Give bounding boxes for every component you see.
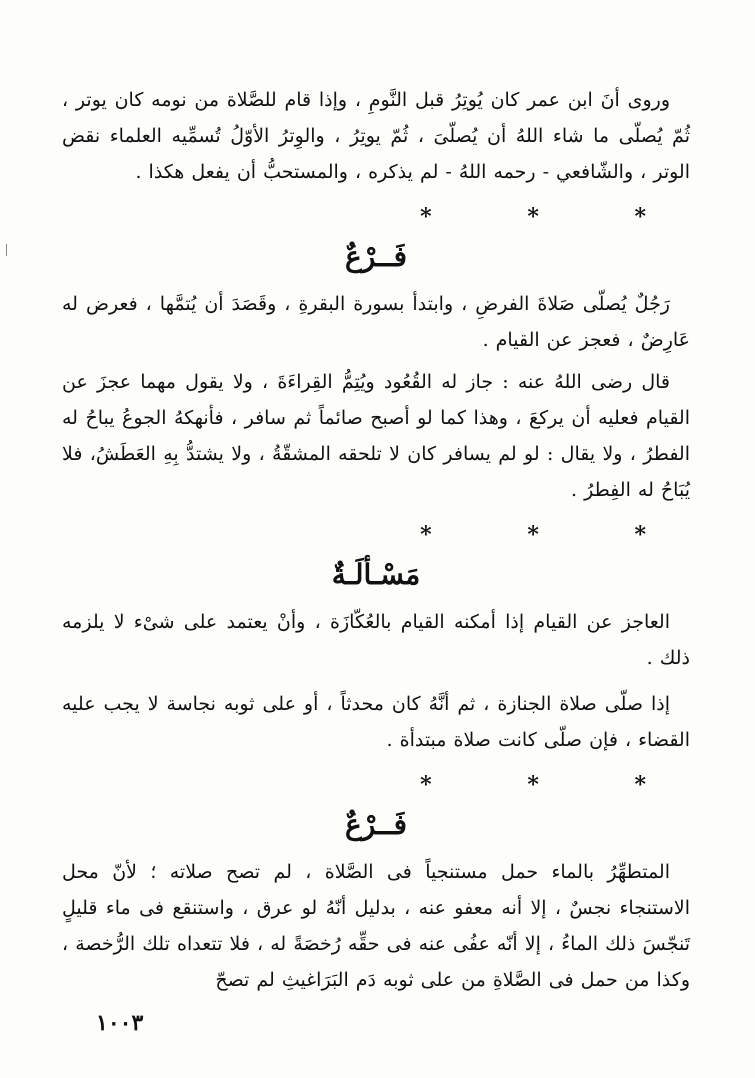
paragraph-masala-1: العاجز عن القيام إذا أمكنه القيام بالعُكّازَة ، وأنْ يعتمد على شىْء لا يلزمه ذلك . [62,611,690,669]
paragraph-far-2: المتطهِّرُ بالماء حمل مستنجياً فى الصَّلاة ، لم تصح صلاته ؛ لأنّ محل الاستنجاء نجسٌ ، إلا أنه معفو عنه ، بدليل أنّهُ لو عرق ، واستنقع فى ماء قليلٍ تَنجّسَ ذلك الماءُ ، إلا أنّه عفُى عنه فى حقِّه رُخصَةً له ، فلا تتعداه تلك الرُّخصة ، وكذا من حمل فى الصَّلاةِ من على ثوبه دَم البَرَاغيثِ لم تصحّ [62,861,690,991]
page-body [62,82,690,1008]
heading-far-2: فَــرْعٌ [345,808,407,841]
paragraph-masala-2: إذا صلّى صلاة الجنازة ، ثم أنَّهُ كان محدثاً ، أو على ثوبه نجاسة لا يجب عليه القضاء ، فإن صلّى كانت صلاة مبتدأة . [62,693,690,751]
separator-stars: * * * [420,522,690,548]
separator-stars: * * * [420,772,690,798]
heading-far-1: فَــرْعٌ [345,240,407,273]
margin-mark [6,244,7,256]
page-number: ١٠٠٣ [96,1010,144,1036]
heading-masala: مَسْـألَـةٌ [331,558,421,591]
paragraph-far-1: رَجُلٌ يُصلّى صَلاةَ الفرضِ ، وابتدأ بسورة البقرةِ ، وقَصَدَ أن يُتمَّها ، فعرض له عَارِضٌ ، فعجز عن القيام . [62,293,690,351]
paragraph-witr: وروى أنَ ابن عمر كان يُوتِرُ قبل النَّومِ ، وإذا قام للصَّلاة من نومه كان يوتر ، ثُمّ يُصلّى ما شاء اللهُ أن يُصلّىَ ، ثُمّ يوتِرُ ، والوِترُ الأوّلُ تُسمِّيه العلماء نقض الوتر ، والشّافعي - رحمه اللهُ - لم يذكره ، والمستحبُّ أن يفعل هكذا . [62,89,690,183]
paragraph-far-1-ruling: قال رضى اللهُ عنه : جاز له القُعُود ويُتِمُّ القِراءَةَ ، ولا يقول مهما عجزَ عن القيام فعليه أن يركعَ ، وهذا كما لو أصبح صائماً ثم سافر ، فأنهكهُ الجوعُ يباحُ له الفطرُ ، ولا يقال : لو لم يسافر كان لا تلحقه المشقّةُ ، ولا يشتدُّ بِهِ العَطَشُ، فلا يُبَاحُ له الفِطرُ . [62,371,690,501]
separator-stars: * * * [420,204,690,230]
